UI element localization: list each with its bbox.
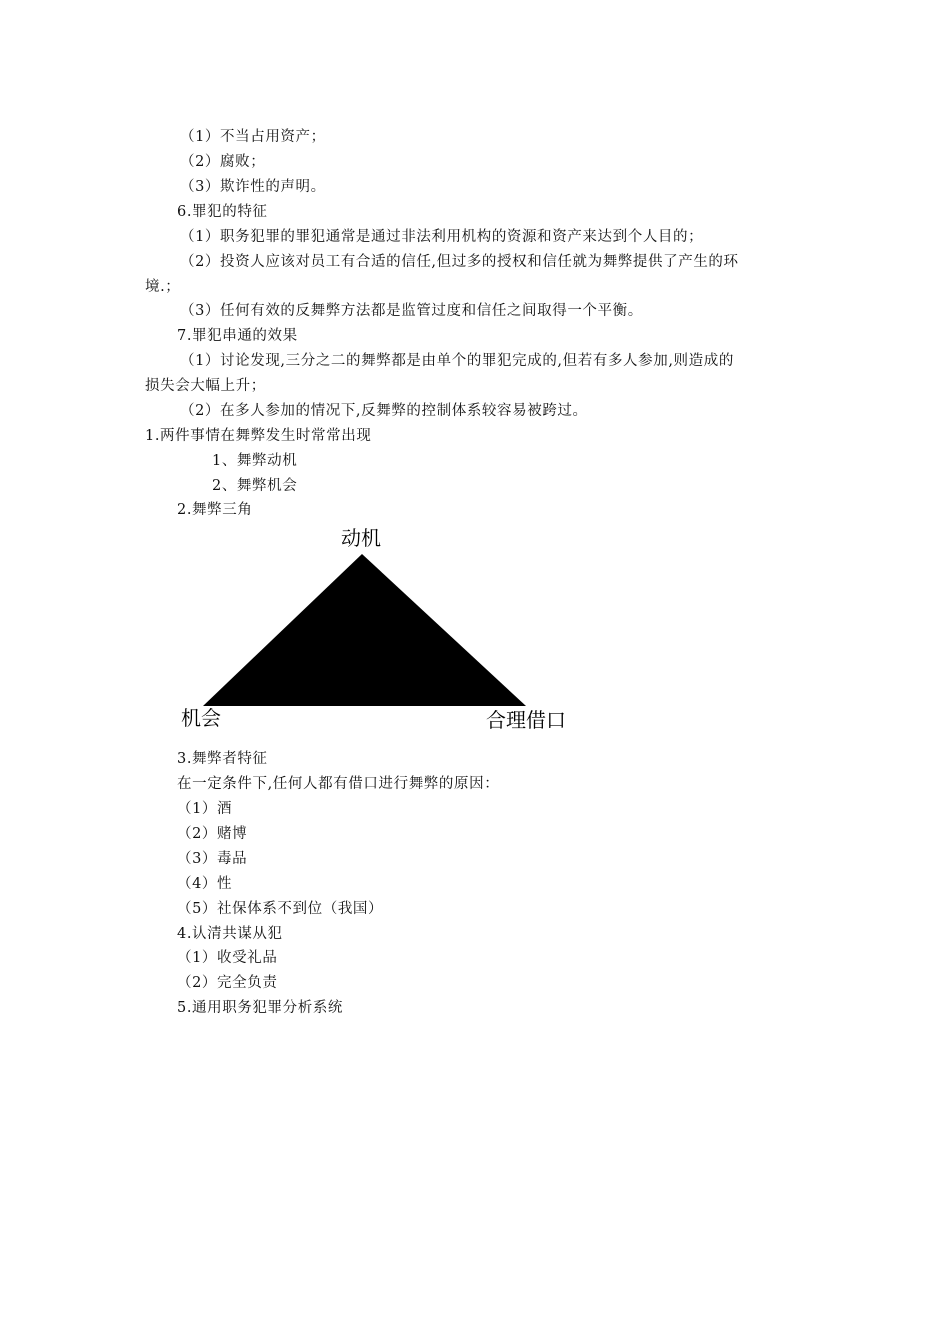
list-item: 1、舞弊动机	[212, 453, 298, 469]
section-heading: 1.两件事情在舞弊发生时常常出现	[145, 428, 372, 444]
triangle-fill	[203, 554, 526, 706]
text-line: 损失会大幅上升；	[145, 378, 266, 394]
list-item: 2、舞弊机会	[212, 478, 298, 494]
list-item: （1）收受礼品	[177, 950, 278, 966]
text-line: （3）任何有效的反舞弊方法都是监管过度和信任之间取得一个平衡。	[180, 303, 643, 319]
triangle-label-opportunity: 机会	[181, 706, 221, 730]
text-line: （1）讨论发现,三分之二的舞弊都是由单个的罪犯完成的,但若有多人参加,则造成的	[180, 353, 734, 369]
list-item: （5）社保体系不到位（我国）	[177, 901, 384, 917]
text-line: （3）欺诈性的声明。	[180, 179, 326, 195]
text-line: （2）在多人参加的情况下,反舞弊的控制体系较容易被跨过。	[180, 403, 588, 419]
triangle-label-motive: 动机	[341, 526, 381, 550]
list-item: （3）毒品	[177, 851, 248, 867]
list-item: （4）性	[177, 876, 233, 892]
text-line: （1）不当占用资产；	[180, 129, 326, 145]
list-item: （1）酒	[177, 801, 233, 817]
fraud-triangle-shape	[170, 520, 590, 740]
text-line: 在一定条件下,任何人都有借口进行舞弊的原因：	[177, 776, 500, 792]
fraud-triangle-diagram	[170, 520, 590, 740]
text-line: （1）职务犯罪的罪犯通常是通过非法利用机构的资源和资产来达到个人目的；	[180, 229, 704, 245]
text-line: （2）腐败；	[180, 154, 266, 170]
list-item: （2）赌博	[177, 826, 248, 842]
section-heading: 4.认清共谋从犯	[177, 926, 283, 942]
section-heading: 5.通用职务犯罪分析系统	[177, 1000, 344, 1016]
list-item: （2）完全负责	[177, 975, 278, 991]
section-heading: 7.罪犯串通的效果	[177, 328, 298, 344]
section-heading: 6.罪犯的特征	[177, 204, 268, 220]
text-line: （2）投资人应该对员工有合适的信任,但过多的授权和信任就为舞弊提供了产生的环	[180, 254, 739, 270]
section-heading: 3.舞弊者特征	[177, 751, 268, 767]
section-heading: 2.舞弊三角	[177, 502, 253, 518]
text-line: 境.；	[145, 279, 181, 295]
triangle-label-rationalization: 合理借口	[486, 708, 566, 732]
